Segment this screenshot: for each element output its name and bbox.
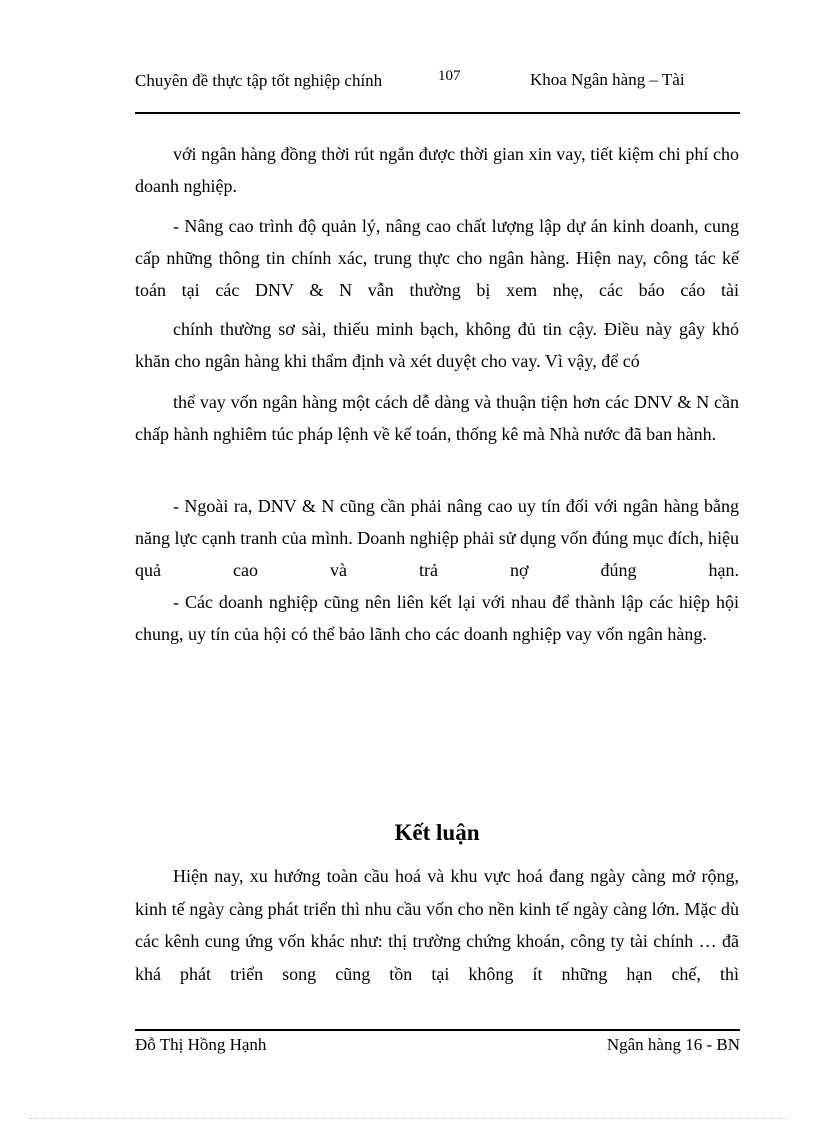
paragraph-block-3 bbox=[135, 386, 739, 450]
footer-divider bbox=[135, 1029, 740, 1031]
paragraph: thể vay vốn ngân hàng một cách dễ dàng và thuận tiện hơn các DNV & N cần chấp hành nghiêm túc pháp lệnh về kế toán, thống kê mà Nhà nước đã ban hành. bbox=[135, 392, 739, 444]
page-number: 107 bbox=[438, 68, 461, 84]
footer-author: Đỗ Thị Hồng Hạnh bbox=[135, 1035, 267, 1054]
paragraph: chính thường sơ sài, thiếu minh bạch, không đủ tin cậy. Điều này gây khó khăn cho ngân hàng khi thẩm định và xét duyệt cho vay. Vì vậy, để có bbox=[135, 319, 739, 371]
footer-class: Ngân hàng 16 - BN bbox=[606, 1035, 740, 1054]
conclusion-block bbox=[135, 860, 739, 990]
paragraph-block-2 bbox=[135, 313, 739, 377]
paragraph: - Ngoài ra, DNV & N cũng cần phải nâng cao uy tín đối với ngân hàng bằng năng lực cạnh tranh của mình. Doanh nghiệp phải sử dụng vốn đúng mục đích, hiệu quả cao và trả nợ đúng hạn. bbox=[135, 496, 739, 580]
conclusion-paragraph: Hiện nay, xu hướng toàn cầu hoá và khu vực hoá đang ngày càng mở rộng, kinh tế ngày càng phát triển thì nhu cầu vốn cho nền kinh tế ngày càng lớn. Mặc dù các kênh cung ứng vốn khác như: thị trường chứng khoán, công ty tài chính … đã khá phát triển song cũng tồn tại không ít những hạn chế, thì bbox=[135, 866, 739, 984]
header-left-text: Chuyên đề thực tập tốt nghiệp chính bbox=[135, 71, 383, 90]
paragraph-block-4 bbox=[135, 490, 739, 650]
page-bottom-border bbox=[28, 1118, 788, 1119]
paragraph-block-1 bbox=[135, 138, 739, 306]
paragraph: - Nâng cao trình độ quản lý, nâng cao chất lượng lập dự án kinh doanh, cung cấp những thông tin chính xác, trung thực cho ngân hàng. Hiện nay, công tác kế toán tại các DNV & N vẫn thường bị xem nhẹ, các báo cáo tài bbox=[135, 216, 739, 300]
paragraph: với ngân hàng đồng thời rút ngắn được thời gian xin vay, tiết kiệm chi phí cho doanh nghiệp. bbox=[135, 144, 739, 196]
paragraph: - Các doanh nghiệp cũng nên liên kết lại với nhau để thành lập các hiệp hội chung, uy tín của hội có thể bảo lãnh cho các doanh nghiệp vay vốn ngân hàng. bbox=[135, 592, 739, 644]
header-right-text: Khoa Ngân hàng – Tài bbox=[530, 70, 685, 89]
conclusion-title: Kết luận bbox=[394, 820, 480, 845]
header-divider bbox=[135, 112, 740, 114]
